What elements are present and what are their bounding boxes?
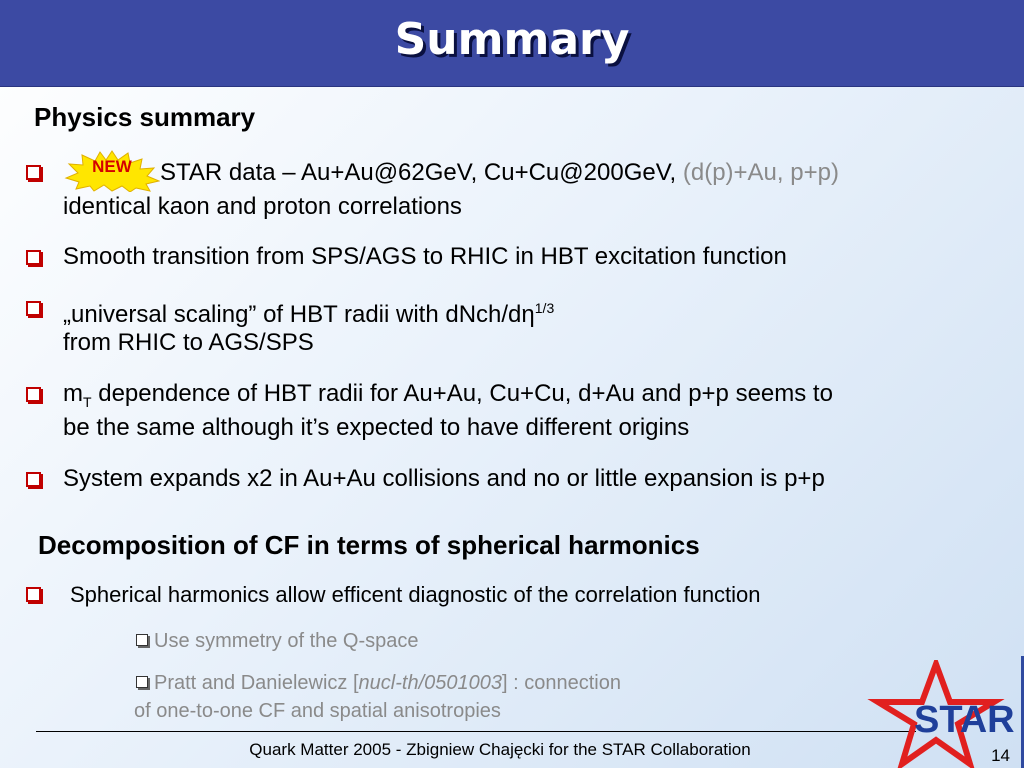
bullet-3-main: „universal scaling” of HBT radii with dNch/d (63, 301, 522, 328)
bullet-4-subscript: T (83, 393, 92, 410)
sub-bullet-2-line2: of one-to-one CF and spatial anisotropies (134, 700, 501, 722)
physics-summary-heading: Physics summary (34, 102, 256, 132)
sub-bullet-icon (136, 676, 148, 688)
sub-bullet-1-text: Use symmetry of the Q-space (154, 630, 419, 652)
footer-divider (36, 731, 916, 732)
exponent: 1/3 (534, 300, 555, 316)
bullet-4-line2: be the same although it’s expected to have different origins (63, 414, 690, 441)
logo-text: STAR (914, 699, 1015, 741)
bullet-4-m: m (63, 380, 83, 407)
reference: nucl-th/0501003 (358, 672, 502, 694)
bullet-icon (26, 165, 41, 180)
sub-bullet-2 (136, 670, 621, 697)
slide-title: Summary (394, 14, 630, 65)
bullet-2-text: Smooth transition from SPS/AGS to RHIC in HBT excitation function (63, 243, 787, 270)
bullet-icon (26, 472, 41, 487)
sub-bullet-2-b: ] : connection (502, 672, 621, 694)
bullet-icon (26, 387, 41, 402)
decomposition-heading: Decomposition of CF in terms of spherical harmonics (38, 530, 700, 560)
decomposition-bullet-text: Spherical harmonics allow efficent diagnostic of the correlation function (70, 582, 761, 607)
bullet-1-line2: identical kaon and proton correlations (63, 193, 462, 220)
sub-bullet-1 (136, 628, 419, 655)
bullet-icon (26, 250, 41, 265)
new-badge-label: NEW (92, 157, 132, 176)
sub-bullet-icon (136, 634, 148, 646)
bullet-icon (26, 587, 41, 602)
sub-bullet-2-a: Pratt and Danielewicz [ (154, 672, 359, 694)
bullet-1-text (160, 156, 839, 190)
footer-text: Quark Matter 2005 - Zbigniew Chajęcki for the STAR Collaboration (249, 740, 751, 759)
bullet-3-line2: from RHIC to AGS/SPS (63, 329, 314, 356)
eta-symbol: η (521, 301, 535, 328)
bullet-5-text: System expands x2 in Au+Au collisions and no or little expansion is p+p (63, 465, 825, 492)
bullet-1-gray: (d(p)+Au, p+p) (682, 159, 839, 186)
bullet-1-main: STAR data – Au+Au@62GeV, Cu+Cu@200GeV, (160, 159, 677, 186)
page-number: 14 (991, 746, 1010, 765)
bullet-icon (26, 301, 41, 316)
bullet-4-rest: dependence of HBT radii for Au+Au, Cu+Cu, d+Au and p+p seems to (91, 380, 833, 407)
